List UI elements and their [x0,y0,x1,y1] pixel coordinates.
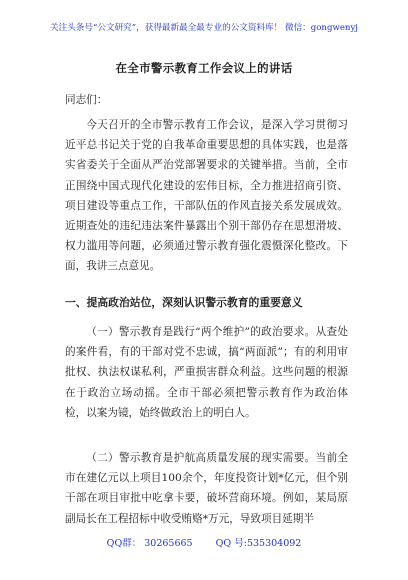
section-1-paragraph-2: （二）警示教育是护航高质量发展的现实需要。当前全市在建亿元以上项目100余个，年度投资计划*亿元，但个别干部在项目审批中吃拿卡要，破坏营商环境。例如，某局原副局长在工程招标中收受贿赂*万元，导致项目延期半 [65,452,348,525]
footer-qq-group: QQ群： 30265665 [106,538,193,549]
footer-contact [0,535,408,549]
section-1-paragraph-1: （一）警示教育是践行“两个维护”的政治要求。从查处的案件看，有的干部对党不忠诚，搞“两面派”；有的利用审批权、执法权谋私利，严重损害群众利益。这些问题的根源在于政治立场动摇。全市干部必须把警示教育作为政治体检，以案为镜，始终做政治上的明白人。 [65,326,348,419]
intro-paragraph: 今天召开的全市警示教育工作会议，是深入学习贯彻习近平总书记关于党的自我革命重要思想的具体实践，也是落实省委关于全面从严治党部署要求的关键举措。当前，全市正围绕中国式现代化建设的宏伟目标，全力推进招商引资、项目建设等重点工作，干部队伍的作风直接关系发展成效。近期查处的违纪违法案件暴露出个别干部仍存在思想滑坡、权力滥用等问题，必须通过警示教育强化震慑深化整改。下面，我讲三点意见。 [65,119,348,273]
salutation: 同志们： [65,94,108,106]
footer-qq-number: QQ 号:535304092 [215,538,302,549]
document-title: 在全市警示教育工作会议上的讲话 [115,61,293,75]
header-promo-banner: 关注头条号“公文研究”，获得最新最全最专业的公文资料库！ 微信：gongwenyj [50,23,358,33]
section-heading-1: 一、提高政治站位，深刻认识警示教育的重要意义 [65,296,303,309]
